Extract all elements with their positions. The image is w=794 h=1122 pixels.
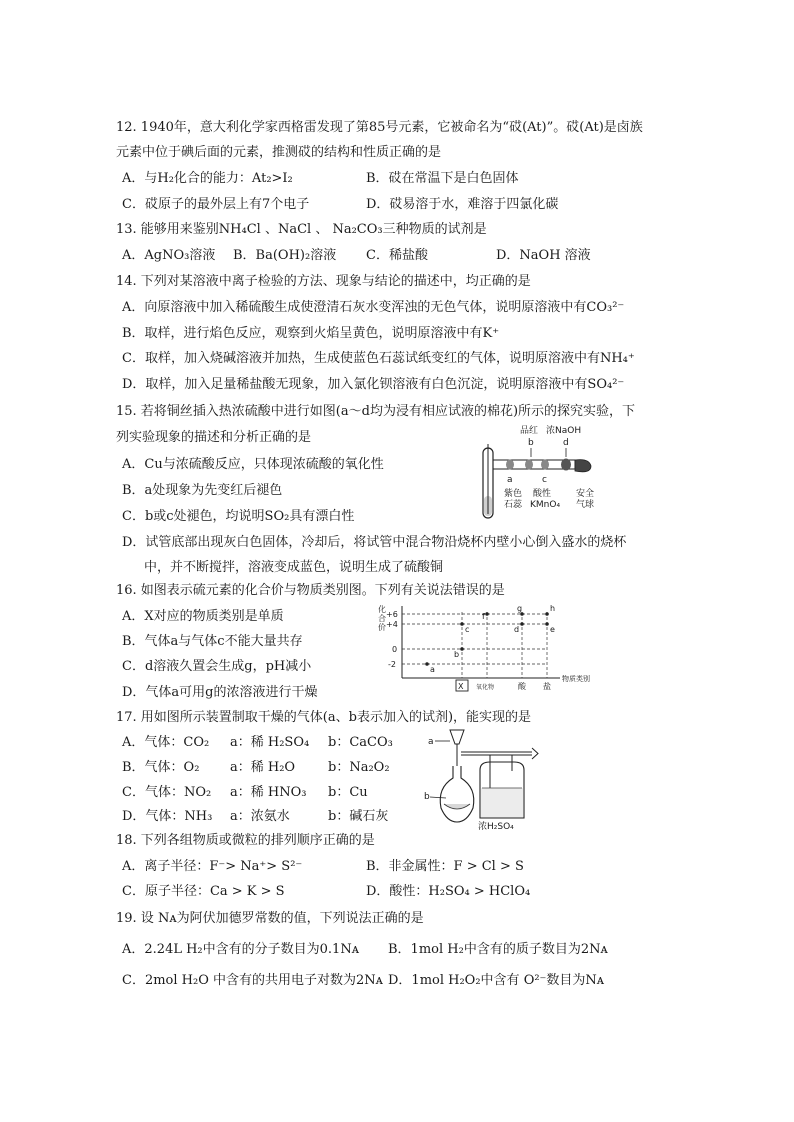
fig15-label-d: d [563, 438, 569, 448]
chart16-xcat-x: X [458, 682, 464, 691]
q14-option-b: B．取样，进行焰色反应，观察到火焰呈黄色，说明原溶液中有K⁺ [122, 326, 500, 341]
q19-option-c: C．2mol H₂O 中含有的共用电子对数为2Nᴀ [122, 973, 383, 988]
q17-row-a-gas: A．气体：CO₂ [122, 735, 210, 750]
fig15-label-pinhong: 品红 [520, 426, 539, 436]
q18-option-c: C．原子半径：Ca > K > S [122, 884, 285, 899]
fig17-label-conc-h2so4: 浓H₂SO₄ [478, 822, 514, 832]
chart16-label-d: d [514, 625, 520, 634]
chart16-label-e: e [550, 625, 555, 634]
q14-option-a: A．向原溶液中加入稀硫酸生成使澄清石灰水变浑浊的无色气体，说明原溶液中有CO₃²⁻ [122, 300, 625, 315]
flask [440, 766, 474, 822]
q16-option-a: A．X对应的物质类别是单质 [122, 609, 284, 624]
q15-stem-line2: 列实验现象的描述和分析正确的是 [116, 430, 312, 445]
q17-row-d-gas: D．气体：NH₃ [122, 809, 213, 824]
q14-option-d: D．取样，加入足量稀盐酸无现象，加入氯化钡溶液有白色沉淀，说明原溶液中有SO₄²⁻ [122, 377, 625, 392]
separatory-funnel [450, 730, 464, 744]
chart16-point-h [545, 612, 549, 616]
q17-row-c-reagent-b: b：Cu [328, 785, 368, 800]
chart16-ylabel-2: 合 [378, 614, 386, 623]
chart16-label-b: b [454, 650, 460, 659]
q12-option-b: B．砹在常温下是白色固体 [366, 171, 519, 186]
q16-option-b: B．气体a与气体c不能大量共存 [122, 634, 303, 649]
chart16-label-h: h [550, 604, 556, 613]
chart16-point-f [485, 612, 489, 616]
q13-stem: 13. 能够用来鉴别NH₄Cl 、NaCl 、 Na₂CO₃三种物质的试剂是 [116, 222, 487, 237]
chart16-ylabel-1: 化 [378, 605, 386, 614]
q17-row-d-reagent-b: b：碱石灰 [328, 809, 389, 824]
fig15-label-kmno4: KMnO₄ [530, 500, 561, 510]
q12-option-c: C．砹原子的最外层上有7个电子 [122, 197, 310, 212]
q15-stem-line1: 15. 若将铜丝插入热浓硫酸中进行如图(a～d均为浸有相应试液的棉花)所示的探究实验，下 [116, 404, 636, 419]
cotton-b [525, 460, 533, 470]
q15-option-d-line2: 中，并不断搅拌，溶液变成蓝色，说明生成了硫酸铜 [144, 560, 444, 575]
q17-row-b-reagent-a: a：稀 H₂O [230, 760, 296, 775]
q12-stem-line1: 12. 1940年，意大利化学家西格雷发现了第85号元素，它被命名为“砹(At)”。砹(At)是卤族 [116, 120, 643, 135]
fig15-label-c: c [542, 475, 547, 485]
q19-option-b: B．1mol H₂中含有的质子数目为2Nᴀ [388, 942, 608, 957]
chart16-xcat-salt: 盐 [543, 682, 551, 691]
chart16-label-a: a [430, 665, 435, 674]
cotton-d [561, 459, 571, 471]
fig15-label-a: a [507, 475, 513, 485]
q18-option-d: D．酸性：H₂SO₄ > HClO₄ [366, 884, 531, 899]
q19-stem: 19. 设 Nᴀ为阿伏加德罗常数的值，下列说法正确的是 [116, 911, 424, 926]
safety-balloon [575, 460, 591, 472]
q13-option-b: B．Ba(OH)₂溶液 [233, 248, 337, 263]
q18-option-a: A．离子半径：F⁻> Na⁺> S²⁻ [122, 859, 303, 874]
q17-row-c-reagent-a: a：稀 HNO₃ [230, 785, 307, 800]
q15-option-b: B．a处现象为先变红后褪色 [122, 483, 283, 498]
chart16-point-a [425, 662, 429, 666]
q16-option-c: C．d溶液久置会生成g，pH减小 [122, 659, 312, 674]
chart16-label-f: f [482, 612, 485, 621]
fig17-label-a: a [428, 737, 434, 747]
fig15-label-qiqiu: 气球 [576, 500, 595, 510]
q18-stem: 18. 下列各组物质或微粒的排列顺序正确的是 [116, 833, 375, 848]
q17-row-a-reagent-b: b：CaCO₃ [328, 735, 393, 750]
fig15-label-naoh: 浓NaOH [546, 426, 582, 436]
chart16-ytick-0: 0 [392, 645, 398, 654]
chart16-label-c: c [465, 625, 470, 634]
q17-row-b-reagent-b: b：Na₂O₂ [328, 760, 390, 775]
fig17-label-b: b [424, 792, 430, 802]
q19-option-d: D．1mol H₂O₂中含有 O²⁻数目为Nᴀ [388, 973, 605, 988]
chart16-label-g: g [517, 604, 523, 613]
chart16-point-d [520, 622, 524, 626]
chart16-ytick-minus2: -2 [388, 660, 396, 669]
fig15-label-anquan: 安全 [576, 489, 595, 499]
q15-option-a: A．Cu与浓硫酸反应，只体现浓硫酸的氧化性 [122, 457, 384, 472]
chart16-ytick-plus4: +4 [386, 620, 398, 629]
chart16-xcat-acid: 酸 [518, 682, 526, 691]
q17-stem: 17. 用如图所示装置制取干燥的气体(a、b表示加入的试剂)，能实现的是 [116, 710, 532, 725]
cotton-a [506, 460, 514, 470]
q16-stem: 16. 如图表示硫元素的化合价与物质类别图。下列有关说法错误的是 [116, 583, 505, 598]
q14-stem: 14. 下列对某溶液中离子检验的方法、现象与结论的描述中，均正确的是 [116, 274, 531, 289]
fig15-label-b: b [528, 438, 534, 448]
q15-apparatus-figure [470, 424, 600, 524]
q13-option-a: A．AgNO₃溶液 [122, 248, 216, 263]
q13-option-d: D．NaOH 溶液 [496, 248, 591, 263]
q13-option-c: C．稀盐酸 [366, 248, 428, 263]
q16-option-d: D．气体a可用g的浓溶液进行干燥 [122, 685, 318, 700]
q17-apparatus-figure [422, 726, 542, 831]
q12-stem-line2: 元素中位于碘后面的元素，推测砹的结构和性质正确的是 [116, 145, 442, 160]
fig15-label-suanxing: 酸性 [533, 489, 552, 499]
fig15-label-ziese: 紫色 [504, 489, 523, 499]
q16-valence-chart [372, 604, 590, 699]
fig15-label-shirui: 石蕊 [504, 500, 523, 510]
q18-option-b: B．非金属性：F > Cl > S [366, 859, 524, 874]
cotton-c [541, 460, 549, 470]
chart16-ytick-plus6: +6 [386, 610, 398, 619]
q15-option-d-line1: D．试管底部出现灰白色固体，冷却后，将试管中混合物沿烧杯内壁小心倒入盛水的烧杯 [122, 535, 627, 550]
chart16-xlabel: 物质类别 [562, 675, 590, 683]
q19-option-a: A．2.24L H₂中含有的分子数目为0.1Nᴀ [122, 942, 360, 957]
q12-option-d: D．砹易溶于水，难溶于四氯化碳 [366, 197, 559, 212]
q12-option-a: A．与H₂化合的能力：At₂>I₂ [122, 171, 293, 186]
chart16-point-e [545, 622, 549, 626]
q17-row-b-gas: B．气体：O₂ [122, 760, 200, 775]
q14-option-c: C．取样，加入烧碱溶液并加热，生成使蓝色石蕊试纸变红的气体，说明原溶液中有NH₄⁺ [122, 351, 635, 366]
chart16-point-c [460, 622, 464, 626]
q17-row-c-gas: C．气体：NO₂ [122, 785, 212, 800]
q17-row-d-reagent-a: a：浓氨水 [230, 809, 290, 824]
q15-option-c: C．b或c处褪色，均说明SO₂具有漂白性 [122, 509, 355, 524]
chart16-xcat-oxide: 氧化物 [476, 684, 495, 691]
chart16-ylabel-3: 价 [378, 623, 386, 632]
q17-row-a-reagent-a: a：稀 H₂SO₄ [230, 735, 310, 750]
chart16-point-b [460, 647, 464, 651]
